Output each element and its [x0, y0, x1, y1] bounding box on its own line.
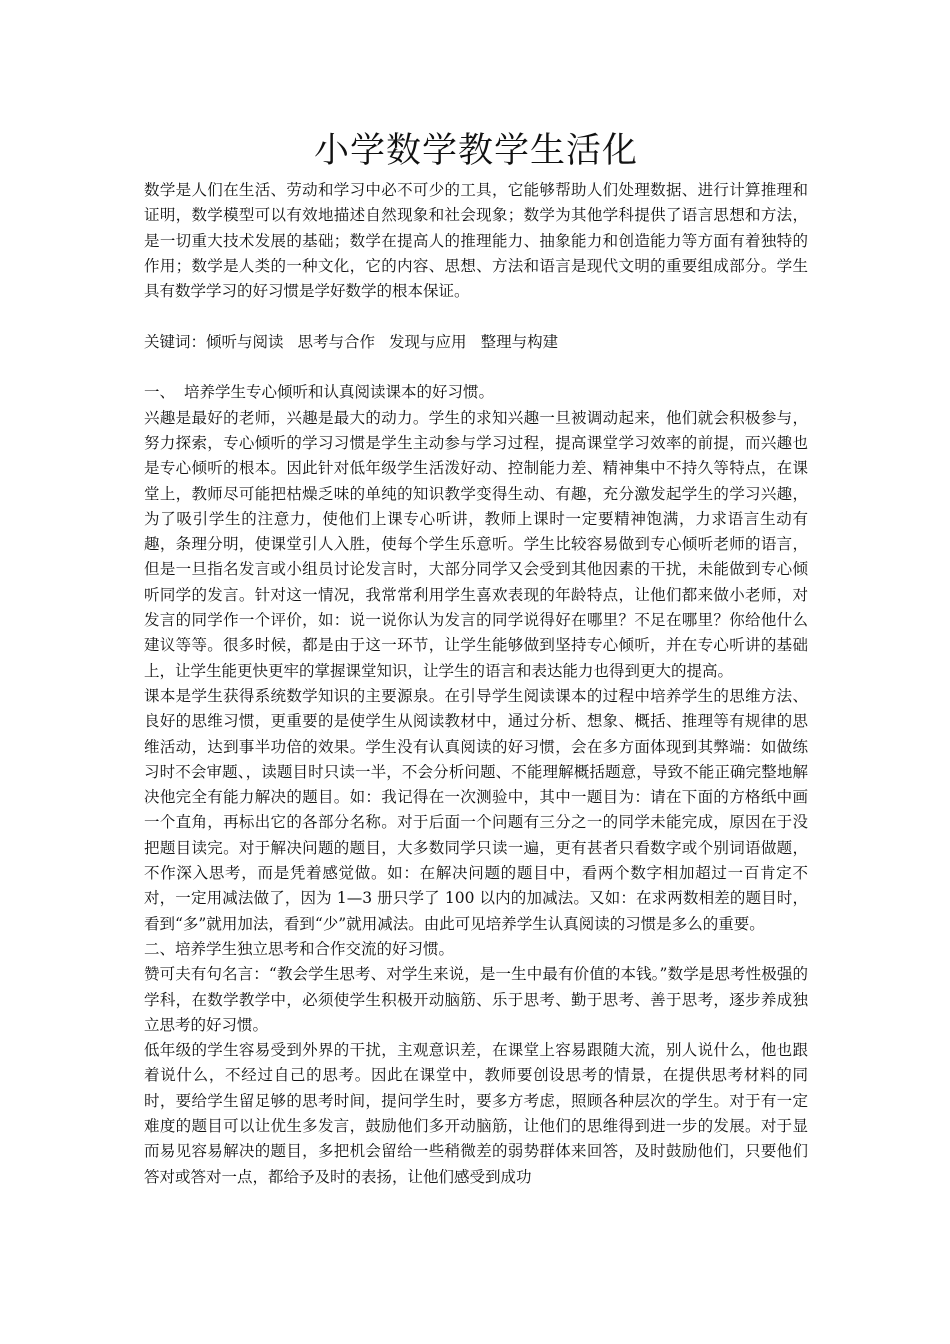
keywords-line [144, 330, 808, 355]
section-1-heading-text: 培养学生专心倾听和认真阅读课本的好习惯。 [184, 383, 495, 402]
keyword-item: 倾听与阅读 [206, 332, 284, 351]
section-2-paragraph: 赞可夫有句名言：“教会学生思考、对学生来说，是一生中最有价值的本钱。”数学是思考性极强的学科，在数学教学中，必须使学生积极开动脑筋、乐于思考、勤于思考、善于思考，逐步养成独立思考的好习惯。 [144, 965, 808, 1034]
spacer [144, 355, 808, 380]
section-1-paragraph: 课本是学生获得系统数学知识的主要源泉。在引导学生阅读课本的过程中培养学生的思维方法、良好的思维习惯，更重要的是使学生从阅读教材中，通过分析、想象、概括、推理等有规律的思维活动，达到事半功倍的效果。学生没有认真阅读的好习惯，会在多方面体现到其弊端：如做练习时不会审题、，读题目时只读一半，不会分析问题、不能理解概括题意，导致不能正确完整地解决他完全有能力解决的题目。如：我记得在一次测验中，其中一题目为：请在下面的方格纸中画一个直角，再标出它的各部分名称。对于后面一个问题有三分之一的同学未能完成，原因在于没把题目读完。对于解决问题的题目，大多数同学只读一遍，更有甚者只看数字或个别词语做题，不作深入思考，而是凭着感觉做。如：在解决问题的题目中，看两个数字相加超过一百肯定不对，一定用减法做了，因为 1—3 册只学了 100 以内的加减法。又如：在求两数相差的题目时，看到“多”就用加法，看到“少”就用减法。由此可见培养学生认真阅读的习惯是多么的重要。 [144, 686, 808, 933]
document-page [144, 126, 808, 1190]
section-1-number: 一、 [144, 383, 176, 402]
intro-paragraph: 数学是人们在生活、劳动和学习中必不可少的工具，它能够帮助人们处理数据、进行计算推理和证明，数学模型可以有效地描述自然现象和社会现象；数学为其他学科提供了语言思想和方法，是一切重大技术发展的基础；数学在提高人的推理能力、抽象能力和创造能力等方面有着独特的作用；数学是人类的一种文化，它的内容、思想、方法和语言是现代文明的重要组成部分。学生具有数学学习的好习惯是学好数学的根本保证。 [144, 181, 808, 301]
section-2-paragraph: 低年级的学生容易受到外界的干扰，主观意识差，在课堂上容易跟随大流，别人说什么，他也跟着说什么，不经过自己的思考。因此在课堂中，教师要创设思考的情景，在提供思考材料的同时，要给学生留足够的思考时间，提问学生时，要多方考虑，照顾各种层次的学生。对于有一定难度的题目可以让优生多发言，鼓励他们多开动脑筋，让他们的思维得到进一步的发展。对于显而易见容易解决的题目，多把机会留给一些稍微差的弱势群体来回答，及时鼓励他们，只要他们答对或答对一点，都给予及时的表扬，让他们感受到成功 [144, 1041, 808, 1186]
spacer [144, 304, 808, 329]
keyword-item: 整理与构建 [480, 332, 559, 351]
keywords-label: 关键词： [144, 332, 207, 351]
section-2-heading: 二、培养学生独立思考和合作交流的好习惯。 [144, 939, 455, 958]
keyword-item: 发现与应用 [389, 332, 467, 351]
section-1-heading [144, 380, 808, 405]
page-title: 小学数学教学生活化 [313, 131, 638, 171]
section-1-paragraph: 兴趣是最好的老师，兴趣是最大的动力。学生的求知兴趣一旦被调动起来，他们就会积极参与，努力探索，专心倾听的学习习惯是学生主动参与学习过程，提高课堂学习效率的前提，而兴趣也是专心倾听的根本。因此针对低年级学生活泼好动、控制能力差、精神集中不持久等特点，在课堂上，教师尽可能把枯燥乏味的单纯的知识教学变得生动、有趣，充分激发起学生的学习兴趣，为了吸引学生的注意力，使他们上课专心听讲，教师上课时一定要精神饱满，力求语言生动有趣，条理分明，使课堂引人入胜，使每个学生乐意听。学生比较容易做到专心倾听老师的语言，但是一旦指名发言或小组员讨论发言时，大部分同学又会受到其他因素的干扰，未能做到专心倾听同学的发言。针对这一情况，我常常利用学生喜欢表现的年龄特点，让他们都来做小老师，对发言的同学作一个评价，如：说一说你认为发言的同学说得好在哪里？不足在哪里？你给他什么建议等等。很多时候，都是由于这一环节，让学生能够做到坚持专心倾听，并在专心听讲的基础上，让学生能更快更牢的掌握课堂知识，让学生的语言和表达能力也得到更大的提高。 [144, 408, 808, 680]
keyword-item: 思考与合作 [297, 332, 376, 351]
